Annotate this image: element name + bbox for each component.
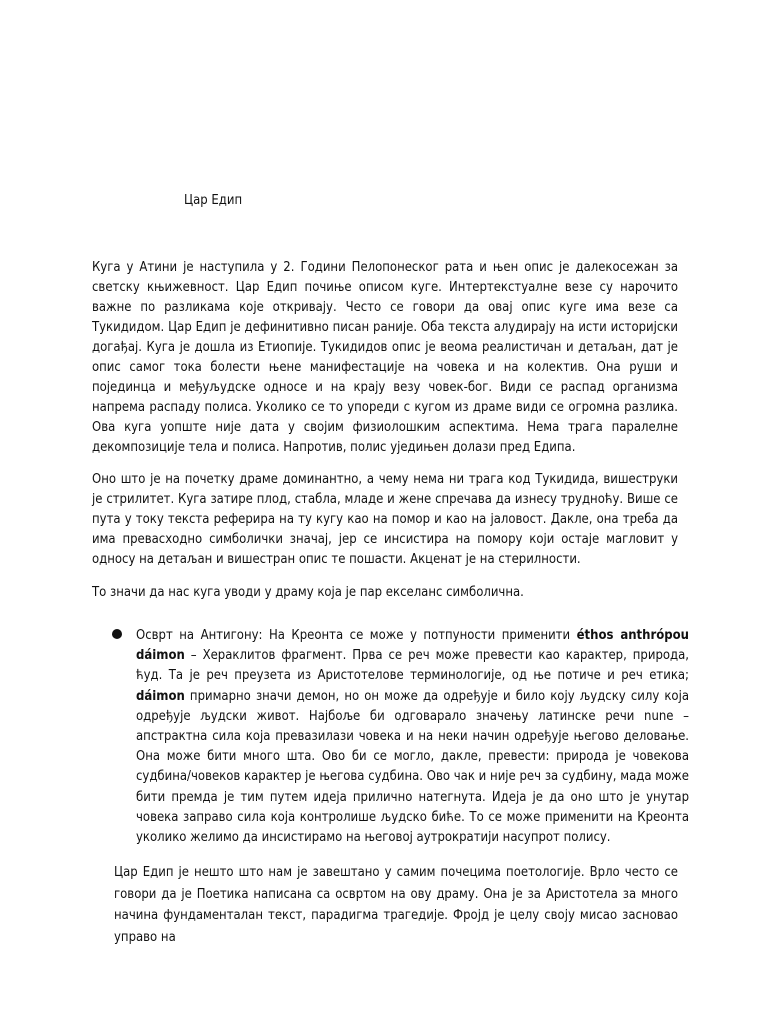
bullet-text-part-3: примарно значи демон, но он може да одређује и било коју људску силу која одређује људски живот. Најбоље би одговарало значењу латинске речи nune – апстрактна сила која превазилази човека и на неки начин одређује његово деловање. Она може бити много шта. Ово би се могло, дакле, превести: природа је човекова судбина/човеков карактер је његова судбина. Ово чак и није реч за судбину, мада може бити премда је тим путем идеја прилично натегнута. Идеја је да оно што је унутар човека заправо сила која контролише људско биће. То се може применити на Креонта уколико желимо да инсистирамо на његовој аутрократији насупрот полису. [136, 688, 689, 846]
bullet-dot-icon [112, 629, 122, 639]
bullet-term-ethos: éthos anthrópou dáimon [136, 628, 690, 664]
paragraph-symbolic: То значи да нас куга уводи у драму која је пар екселанс симболична. [92, 585, 524, 600]
bullet-text [136, 626, 689, 848]
document-title: Цар Едип [184, 193, 243, 208]
paragraph-plague-athens: Куга у Атини је наступила у 2. Години Пелопонеског рата и њен опис је далекосежан за светску књижевност. Цар Едип почиње описом куге. Интертекстуалне везе су нарочито важне по разликама које откривају. Често се говори да овај опис куге има везе са Тукидидом. Цар Едип је дефинитивно писан раније. Оба текста алудирају на исти историјски догађај. Куга је дошла из Етиопије. Тукидидов опис је веома реалистичан и детаљан, дат је опис самог тока болести њене манифестације на човека и на колектив. Она руши и појединца и међуљудске односе и на крају везу човек-бог. Види се распад организма напрема распаду полиса. Уколико се то упореди с кугом из драме види се огромна разлика. Ова куга уопште није дата у својим физиолошким аспектима. Нема трага паралелне декомпозиције тела и полиса. Напротив, полис уједињен долази пред Едипа. [92, 260, 678, 455]
bullet-term-daimon: dáimon [136, 688, 185, 704]
paragraph-poetics: Цар Едип је нешто што нам је завештано у самим почецима поетологије. Врло често се говори да је Поетика написана са освртом на ову драму. Она је за Аристотела за много начина фундаменталан текст, парадигма трагедије. Фројд је целу своју мисао засновао управо на [114, 865, 678, 945]
paragraph-sterility: Оно што је на почетку драме доминантно, а чему нема ни трага код Тукидида, вишеструки је стрилитет. Куга затире плод, стабла, младе и жене спречава да изнесу трудноћу. Више се пута у току текста реферира на ту кугу као на помор и као на јаловост. Дакле, она треба да има превасходно симболички значај, јер се инсистира на помору који остаје магловит у односу на детаљан и вишестран опис те пошасти. Акценат је на стерилности. [92, 472, 678, 567]
bullet-lead: Осврт на Антигону: На Креонта се може у потпуности применити [136, 628, 577, 643]
bullet-text-part-2: – Хераклитов фрагмент. Прва се реч може превести као карактер, природа, ћуд. Та је реч преузета из Аристотелове терминологије, од ње потиче и реч етика; [136, 648, 689, 684]
